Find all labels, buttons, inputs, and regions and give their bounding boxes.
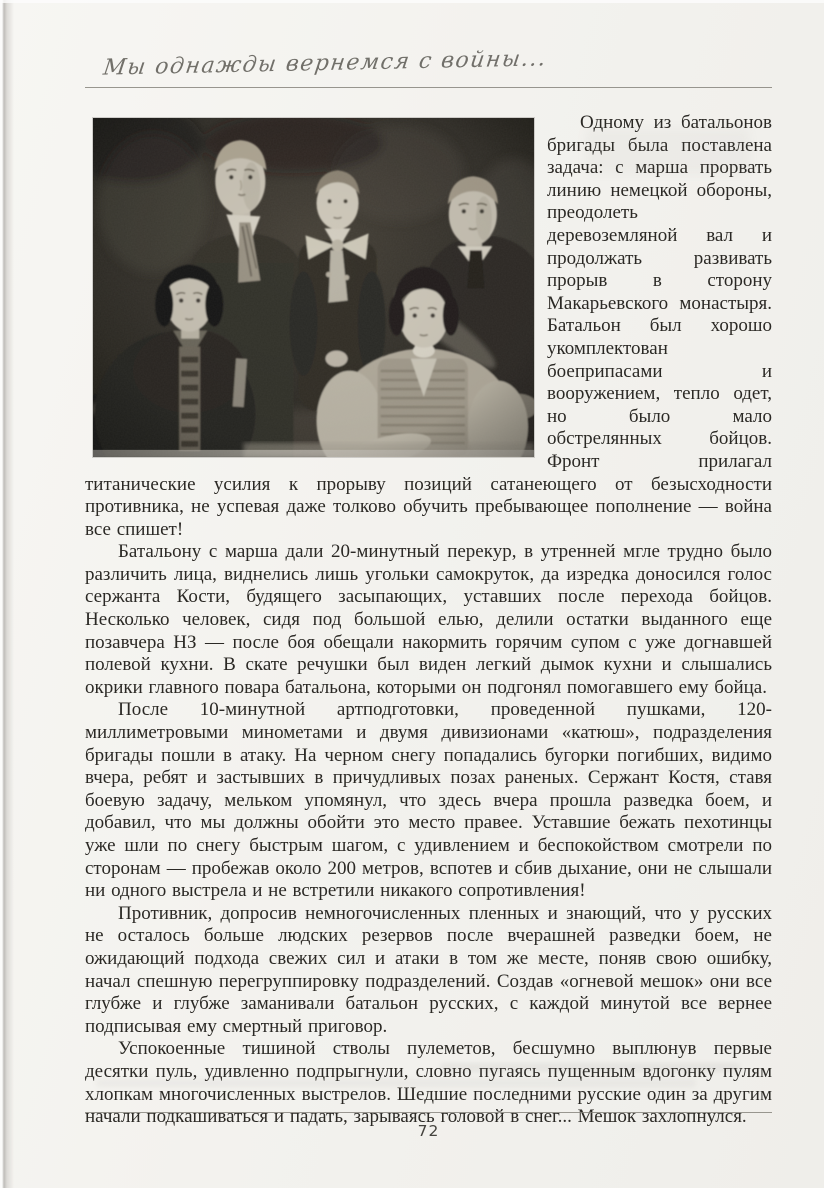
paragraph: После 10-минутной артподготовки, проведенной пушками, 120-миллиметровыми минометами и двумя дивизионами «катюш», подразделения бригады пошли в атаку. На черном снегу попадались бугорки погибших, видимо вчера, ребят и застывших в причудливых позах раненых. Сержант Костя, ставя боевую задачу, мельком упомянул, что здесь вчера прошла разведка боем, и добавил, что мы должны обойти это место правее. Уставшие бежать пехотинцы уже шли по снегу быстрым шагом, с удивлением и беспокойством смотрели по сторонам — пробежав около 200 метров, вспотев и сбив дыхание, они не слышали ни одного выстрела и не встретили никакого сопротивления! xyxy=(85,699,772,902)
scan-top-edge xyxy=(0,0,824,3)
header-rule xyxy=(85,87,772,88)
page-body-text xyxy=(85,112,772,1129)
paragraph: Батальону с марша дали 20-минутный перекур, в утренней мгле трудно было различить лица, виднелись лишь угольки самокруток, да изредка доносился голос сержанта Кости, будящего засыпающих, уставших после перехода бойцов. Несколько человек, сидя под большой елью, делили остатки выданного еще позавчера НЗ — после боя обещали накормить горячим супом с уже догнавшей полевой кухни. В скате речушки был виден легкий дымок кухни и слышались окрики главного повара батальона, которыми он подгонял помогавшего ему бойца. xyxy=(85,541,772,698)
handwritten-header-title: Мы однажды вернемся с войны... xyxy=(101,46,549,81)
paragraph: Противник, допросив немногочисленных пленных и знающий, что у русских не осталось больше людских резервов после вчерашней разведки боем, не ожидающий подхода свежих сил и атаки в том же месте, поняв свою ошибку, начал спешную перегруппировку подразделений. Создав «огневой мешок» они все глубже и глубже заманивали батальон русских, с каждой минутой все вернее подписывая ему смертный приговор. xyxy=(85,902,772,1037)
family-photo xyxy=(93,118,534,457)
family-photo-illustration xyxy=(93,118,534,457)
page-number: 72 xyxy=(417,1122,440,1140)
page-footer xyxy=(85,1112,772,1141)
paragraph: Успокоенные тишиной стволы пулеметов, бесшумно выплюнув первые десятки пуль, удивленно подпрыгнули, словно пугаясь пущенным вдогонку пулям хлопкам многочисленных выстрелов. Шедшие последними русские один за другим начали подкашиваться и падать, зарываясь головой в снег... Мешок захлопнулся. xyxy=(85,1038,772,1128)
running-header xyxy=(85,46,772,88)
paragraph: Одному из батальонов бригады была поставлена задача: с марша прорвать линию немецкой обороны, преодолеть деревоземляной вал и продолжать развивать прорыв в сторону Макарьевского монастыря. Батальон был хорошо укомплектован боеприпасами и вооружением, тепло одет, но было мало обстрелянных бойцов. Фронт прилагал титанические усилия к прорыву позиций сатанеющего от безысходности противника, не успевая даже толково обучить пребывающее пополнение — война все спишет! xyxy=(85,112,772,540)
scan-gutter-shadow xyxy=(0,0,14,1188)
